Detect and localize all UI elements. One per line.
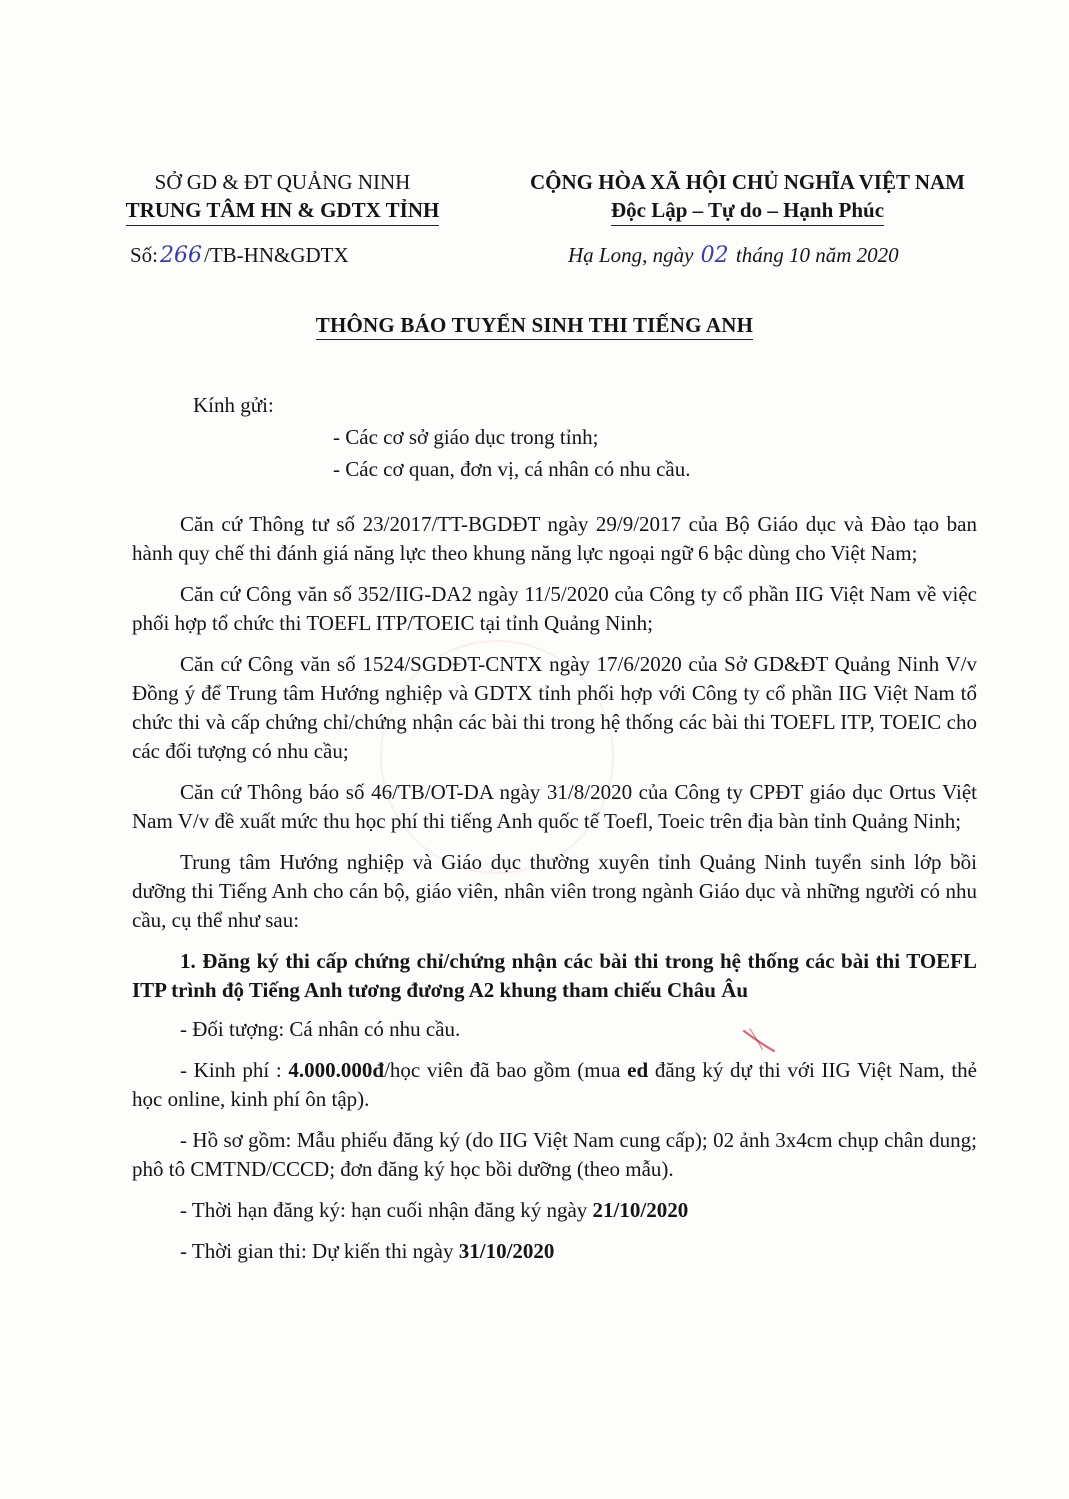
handwritten-number: 266 [160, 243, 203, 268]
national-motto: Độc Lập – Tự do – Hạnh Phúc [505, 196, 990, 226]
issuer-center: TRUNG TÂM HN & GDTX TỈNH [110, 196, 455, 226]
legal-basis-paragraph: Căn cứ Thông báo số 46/TB/OT-DA ngày 31/8/2020 của Công ty CPĐT giáo dục Ortus Việt Nam V/v đề xuất mức thu học phí thi tiếng Anh quốc tế Toefl, Toeic trên địa bàn tỉnh Quảng Ninh; [132, 780, 977, 833]
national-title: CỘNG HÒA XÃ HỘI CHỦ NGHĨA VIỆT NAM [529, 170, 966, 194]
fee-code: ed [627, 1058, 649, 1082]
fee-line: - Kinh phí : 4.000.000đ/học viên đã bao gồm (mua ed đăng ký dự thi với IIG Việt Nam, thẻ học online, kinh phí ôn tập). [132, 1058, 977, 1111]
deadline-line: - Thời hạn đăng ký: hạn cuối nhận đăng ký ngày 21/10/2020 [180, 1198, 689, 1222]
exam-date: 31/10/2020 [458, 1239, 555, 1263]
place-date: Hạ Long, ngày 02 tháng 10 năm 2020 [568, 243, 899, 268]
target-line: - Đối tượng: Cá nhân có nhu cầu. [180, 1017, 461, 1041]
issuer-header [110, 168, 455, 226]
document-number: Số:266/TB-HN&GDTX [130, 243, 349, 268]
legal-basis-paragraph: Căn cứ Công văn số 1524/SGDĐT-CNTX ngày 17/6/2020 của Sở GD&ĐT Quảng Ninh V/v Đồng ý để Trung tâm Hướng nghiệp và GDTX tỉnh phối hợp với Công ty cổ phần IIG Việt Nam tổ chức thi và cấp chứng chỉ/chứng nhận các bài thi trong hệ thống các bài thi TOEFL ITP, TOEIC cho các đối tượng có nhu cầu; [132, 652, 977, 763]
recipient-item: - Các cơ sở giáo dục trong tỉnh; [333, 425, 599, 449]
recipients-label: Kính gửi: [193, 393, 274, 417]
documents-line: - Hồ sơ gồm: Mẫu phiếu đăng ký (do IIG Việt Nam cung cấp); 02 ảnh 3x4cm chụp chân dung; phô tô CMTND/CCCD; đơn đăng ký học bồi dưỡng (theo mẫu). [132, 1128, 977, 1181]
issuer-department: SỞ GD & ĐT QUẢNG NINH [154, 170, 411, 194]
document-title: THÔNG BÁO TUYỂN SINH THI TIẾNG ANH [0, 313, 1069, 340]
exam-time-line: - Thời gian thi: Dự kiến thi ngày 31/10/2020 [180, 1239, 555, 1263]
legal-basis-paragraph: Căn cứ Thông tư số 23/2017/TT-BGDĐT ngày 29/9/2017 của Bộ Giáo dục và Đào tạo ban hành quy chế thi đánh giá năng lực theo khung năng lực ngoại ngữ 6 bậc dùng cho Việt Nam; [132, 512, 977, 565]
announcement-paragraph: Trung tâm Hướng nghiệp và Giáo dục thường xuyên tỉnh Quảng Ninh tuyển sinh lớp bồi dưỡng thi Tiếng Anh cho cán bộ, giáo viên, nhân viên trong ngành Giáo dục và những người có nhu cầu, cụ thể như sau: [132, 850, 977, 932]
section-1-title: 1. Đăng ký thi cấp chứng chỉ/chứng nhận các bài thi trong hệ thống các bài thi TOEFL ITP trình độ Tiếng Anh tương đương A2 khung tham chiếu Châu Âu [132, 949, 977, 1002]
recipient-item: - Các cơ quan, đơn vị, cá nhân có nhu cầu. [333, 457, 691, 481]
document-body [132, 510, 977, 1278]
national-header [505, 168, 990, 226]
deadline-date: 21/10/2020 [592, 1198, 689, 1222]
fee-amount: 4.000.000đ [288, 1058, 385, 1082]
handwritten-day: 02 [700, 243, 729, 268]
legal-basis-paragraph: Căn cứ Công văn số 352/IIG-DA2 ngày 11/5/2020 của Công ty cổ phần IIG Việt Nam về việc phối hợp tổ chức thi TOEFL ITP/TOEIC tại tỉnh Quảng Ninh; [132, 582, 977, 635]
